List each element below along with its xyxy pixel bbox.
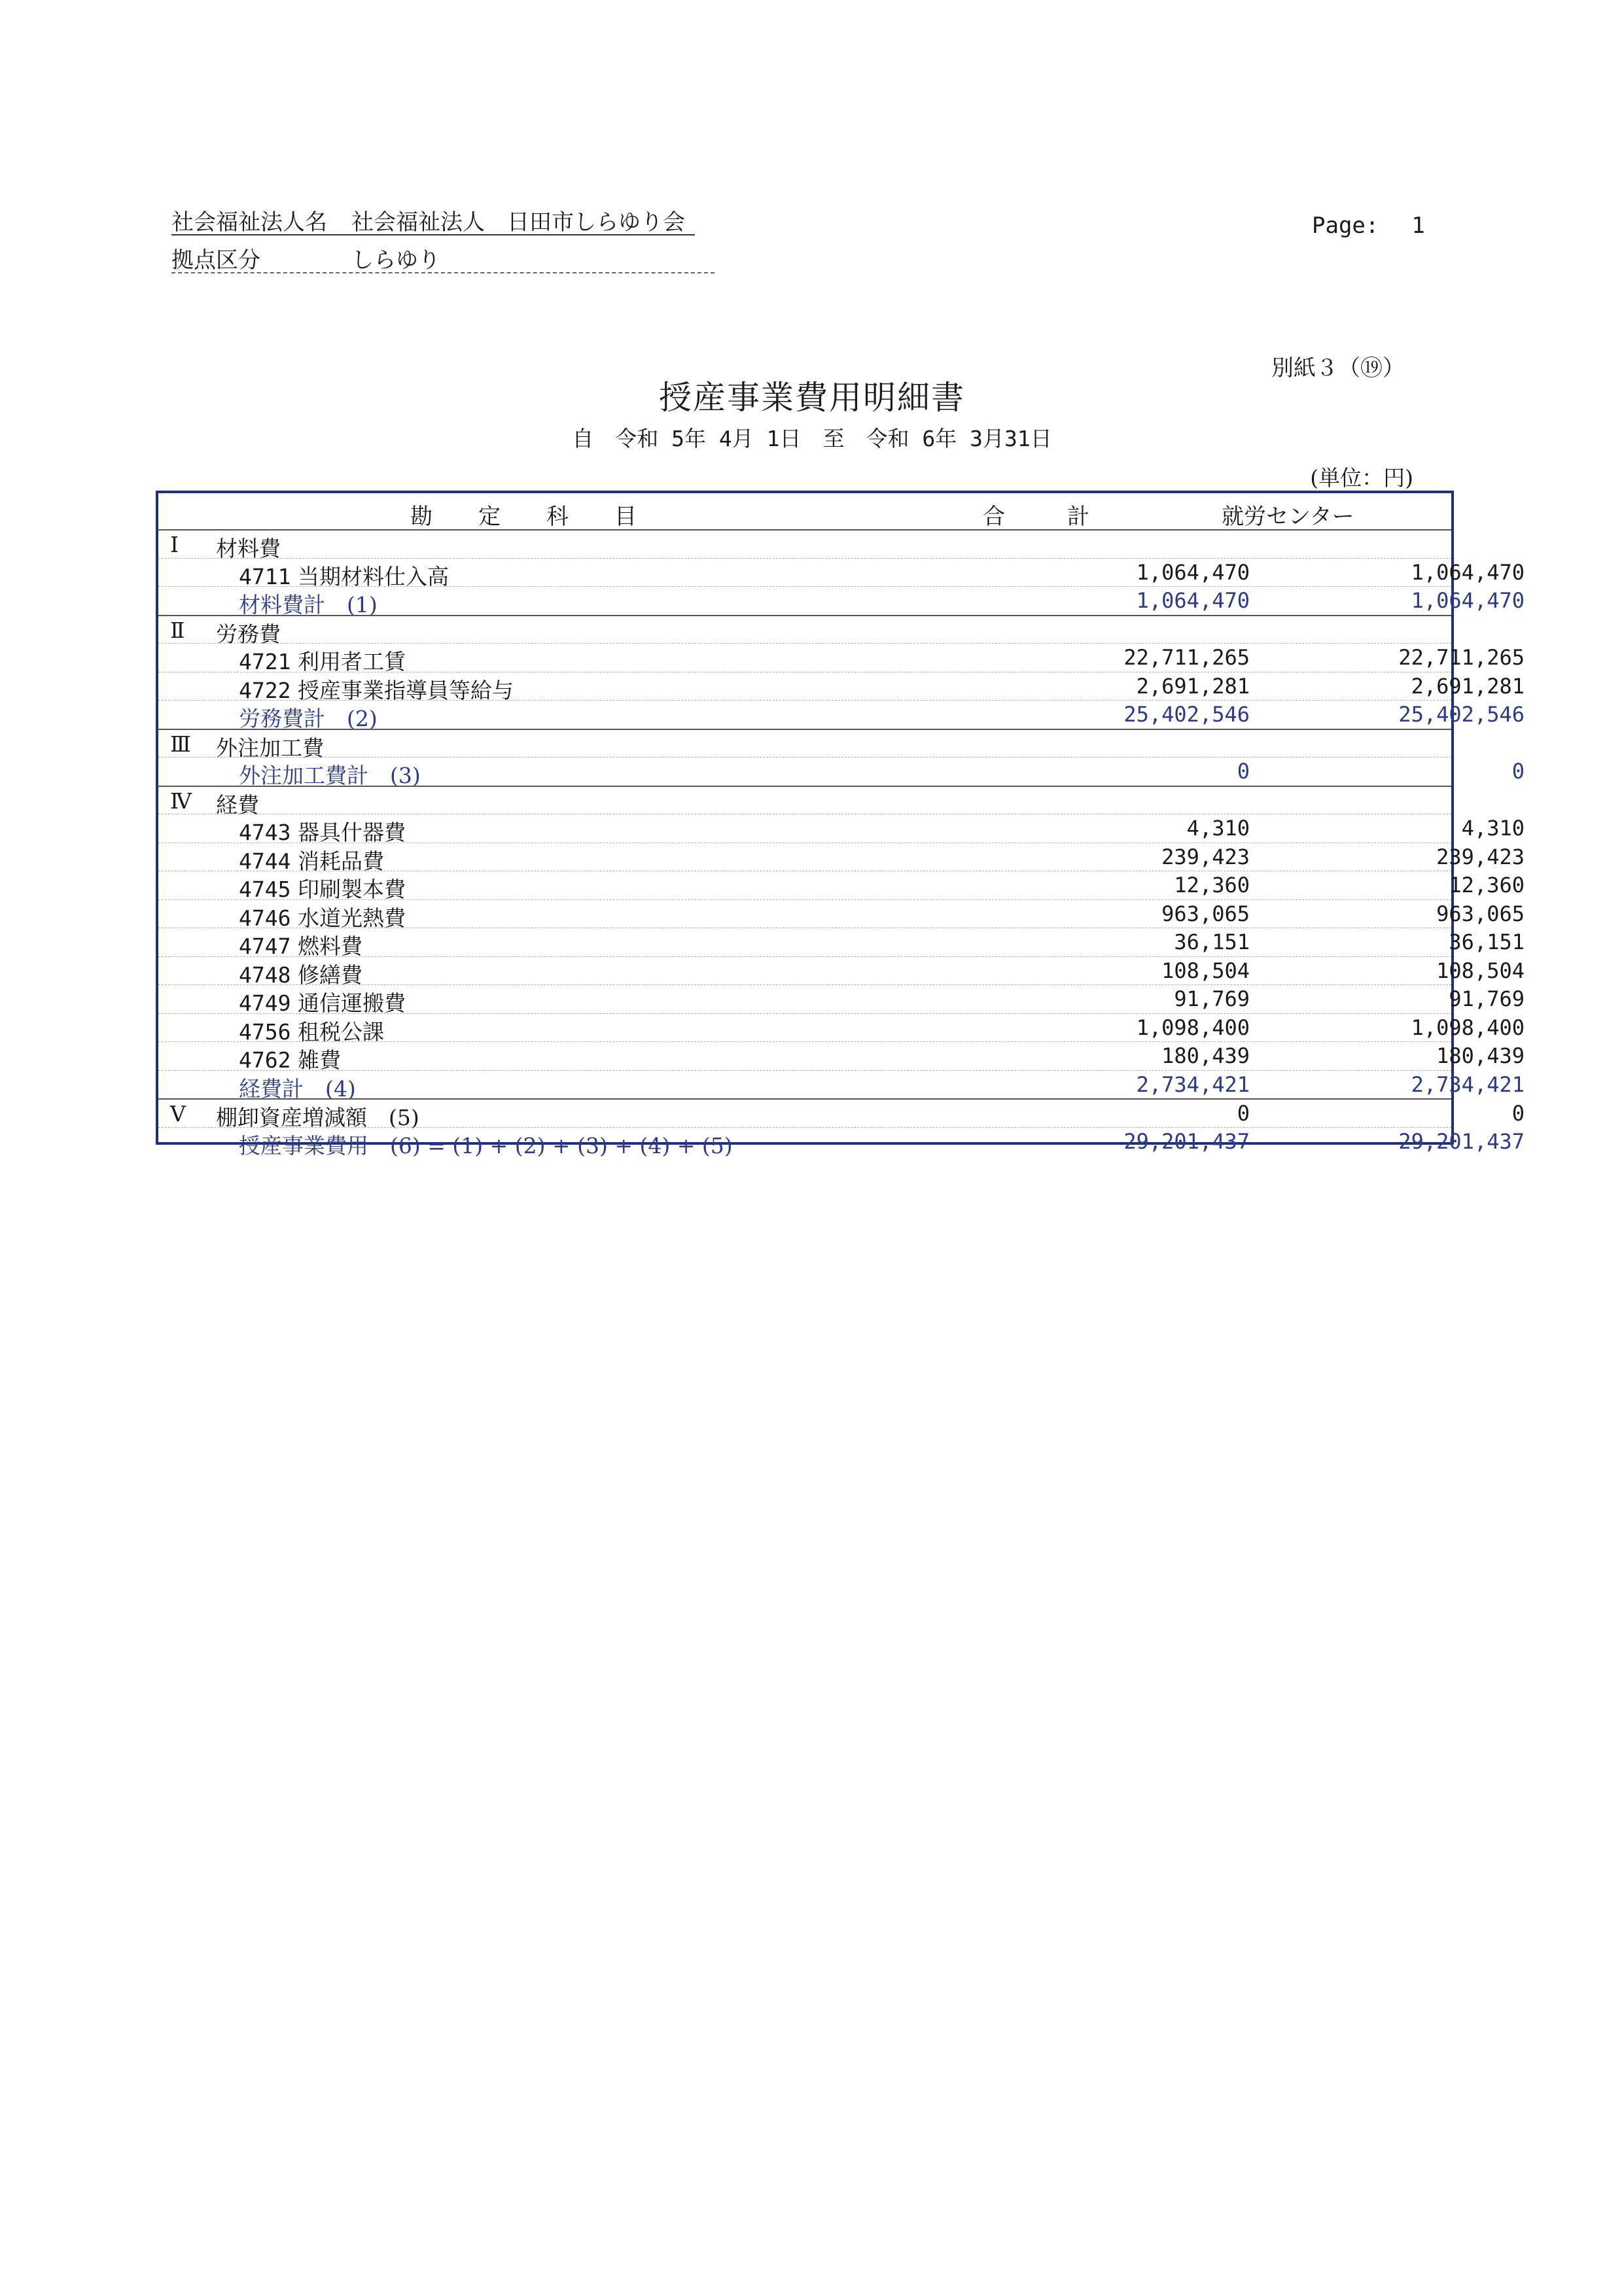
total-amount: 0 [1237, 759, 1250, 784]
center-amount: 4,310 [1461, 816, 1525, 841]
category-numeral: Ⅱ [170, 617, 185, 643]
account-code: 4746 [239, 905, 291, 931]
center-amount: 22,711,265 [1398, 645, 1525, 670]
total-amount: 1,098,400 [1136, 1015, 1250, 1040]
center-amount: 1,064,470 [1411, 588, 1525, 613]
account-code: 4762 [239, 1047, 291, 1073]
subtotal-label: 授産事業費用 (6) = (1) + (2) + (3) + (4) + (5) [239, 1132, 733, 1158]
table-row [158, 757, 1525, 788]
center-amount: 12,360 [1449, 873, 1525, 897]
total-amount: 0 [1237, 1101, 1250, 1126]
account-code: 4756 [239, 1018, 291, 1045]
total-amount: 2,691,281 [1136, 673, 1250, 699]
table-row [158, 643, 1525, 674]
org-name-value: 社会福祉法人 日田市しらゆり会 [351, 209, 685, 235]
center-amount: 108,504 [1436, 958, 1525, 983]
site-division-line [171, 242, 715, 273]
total-amount: 963,065 [1161, 901, 1250, 926]
account-code: 4747 [239, 933, 291, 959]
total-amount: 29,201,437 [1123, 1128, 1250, 1154]
center-amount: 1,064,470 [1411, 559, 1525, 585]
table-row [158, 586, 1525, 617]
category-numeral: Ⅳ [170, 788, 192, 814]
account-code: 4748 [239, 962, 291, 988]
category-label: 労務費 [216, 621, 281, 647]
center-amount: 0 [1511, 759, 1525, 784]
account-label: 水道光熱費 [298, 905, 406, 931]
account-label: 器具什器費 [298, 820, 406, 845]
table-row [158, 700, 1525, 731]
total-amount: 25,402,546 [1123, 702, 1250, 727]
total-amount: 36,151 [1174, 930, 1250, 954]
total-amount: 108,504 [1161, 958, 1250, 983]
category-label: 経費 [216, 791, 259, 818]
column-header-account: 勘定科目 [410, 504, 682, 530]
account-code: 4722 [239, 677, 291, 703]
total-amount: 91,769 [1174, 986, 1250, 1011]
unit-label: (単位：円) [1310, 465, 1413, 491]
center-amount: 25,402,546 [1398, 702, 1525, 727]
account-label: 租税公課 [298, 1018, 384, 1045]
table-row [158, 529, 1451, 559]
page-info [1312, 213, 1425, 239]
center-amount: 29,201,437 [1398, 1128, 1525, 1154]
account-code: 4749 [239, 990, 291, 1016]
expense-detail-table [156, 491, 1525, 1158]
account-code: 4745 [239, 877, 291, 902]
account-label: 当期材料仕入高 [298, 563, 449, 589]
category-label: 外注加工費 [216, 735, 324, 761]
subtotal-label: 経費計 (4) [239, 1075, 356, 1102]
table-row [158, 814, 1525, 845]
table-row [158, 558, 1525, 589]
table-row [158, 786, 1451, 818]
center-amount: 239,423 [1436, 844, 1525, 869]
page-label: Page: [1312, 213, 1379, 239]
center-amount: 180,439 [1436, 1043, 1525, 1068]
site-division-label: 拠点区分 [171, 247, 260, 273]
account-code: 4744 [239, 848, 291, 874]
total-amount: 22,711,265 [1123, 645, 1250, 670]
org-name-label: 社会福祉法人名 [171, 209, 327, 235]
category-numeral: Ⅴ [170, 1101, 186, 1126]
column-header-total: 合計 [983, 504, 1152, 530]
total-amount: 180,439 [1161, 1043, 1250, 1068]
account-label: 修繕費 [298, 962, 362, 988]
account-label: 印刷製本費 [298, 877, 406, 902]
document-title: 授産事業費用明細書 [659, 379, 965, 417]
total-amount: 239,423 [1161, 844, 1250, 869]
center-amount: 0 [1511, 1101, 1525, 1126]
attachment-number: 別紙３（⑲） [1271, 355, 1405, 381]
center-amount: 2,734,421 [1411, 1071, 1525, 1097]
subtotal-label: 材料費計 (1) [239, 592, 378, 617]
subtotal-label: 労務費計 (2) [239, 706, 378, 731]
table-row [158, 672, 1525, 703]
column-header-center: 就労センター [1222, 504, 1354, 530]
site-division-value: しらゆり [351, 247, 440, 273]
table-row [158, 984, 1525, 1016]
fiscal-period: 自 令和 5年 4月 1日 至 令和 6年 3月31日 [572, 426, 1052, 451]
account-code: 4743 [239, 820, 291, 845]
category-numeral: Ⅲ [170, 731, 191, 757]
table-row [158, 899, 1525, 931]
center-amount: 36,151 [1449, 930, 1525, 954]
center-amount: 963,065 [1436, 901, 1525, 926]
account-label: 雑費 [298, 1047, 341, 1073]
table-row [158, 615, 1451, 647]
table-row [158, 1070, 1525, 1102]
account-label: 燃料費 [298, 933, 362, 959]
account-label: 消耗品費 [298, 848, 384, 874]
org-name-line [171, 204, 695, 235]
table-row [158, 1013, 1525, 1045]
table-row [158, 843, 1525, 874]
total-amount: 2,734,421 [1136, 1071, 1250, 1097]
table-row [158, 1127, 1525, 1158]
table-row [158, 1098, 1525, 1130]
table-row [158, 956, 1525, 988]
total-amount: 1,064,470 [1136, 588, 1250, 613]
account-label: 利用者工賃 [298, 649, 406, 674]
category-numeral: Ⅰ [170, 532, 179, 557]
total-amount: 1,064,470 [1136, 559, 1250, 585]
table-row [158, 1041, 1525, 1073]
subtotal-label: 外注加工費計 (3) [239, 763, 421, 788]
account-label: 授産事業指導員等給与 [298, 677, 514, 703]
center-amount: 2,691,281 [1411, 673, 1525, 699]
account-label: 通信運搬費 [298, 990, 406, 1016]
center-amount: 91,769 [1449, 986, 1525, 1011]
category-label: 棚卸資産増減額 (5) [216, 1105, 419, 1130]
table-row [158, 729, 1451, 761]
total-amount: 12,360 [1174, 873, 1250, 897]
table-row [158, 871, 1525, 902]
total-amount: 4,310 [1186, 816, 1250, 841]
center-amount: 1,098,400 [1411, 1015, 1525, 1040]
table-row [158, 928, 1525, 959]
page-number: 1 [1411, 213, 1425, 239]
account-code: 4711 [239, 563, 291, 589]
account-code: 4721 [239, 649, 291, 674]
category-label: 材料費 [216, 536, 281, 561]
